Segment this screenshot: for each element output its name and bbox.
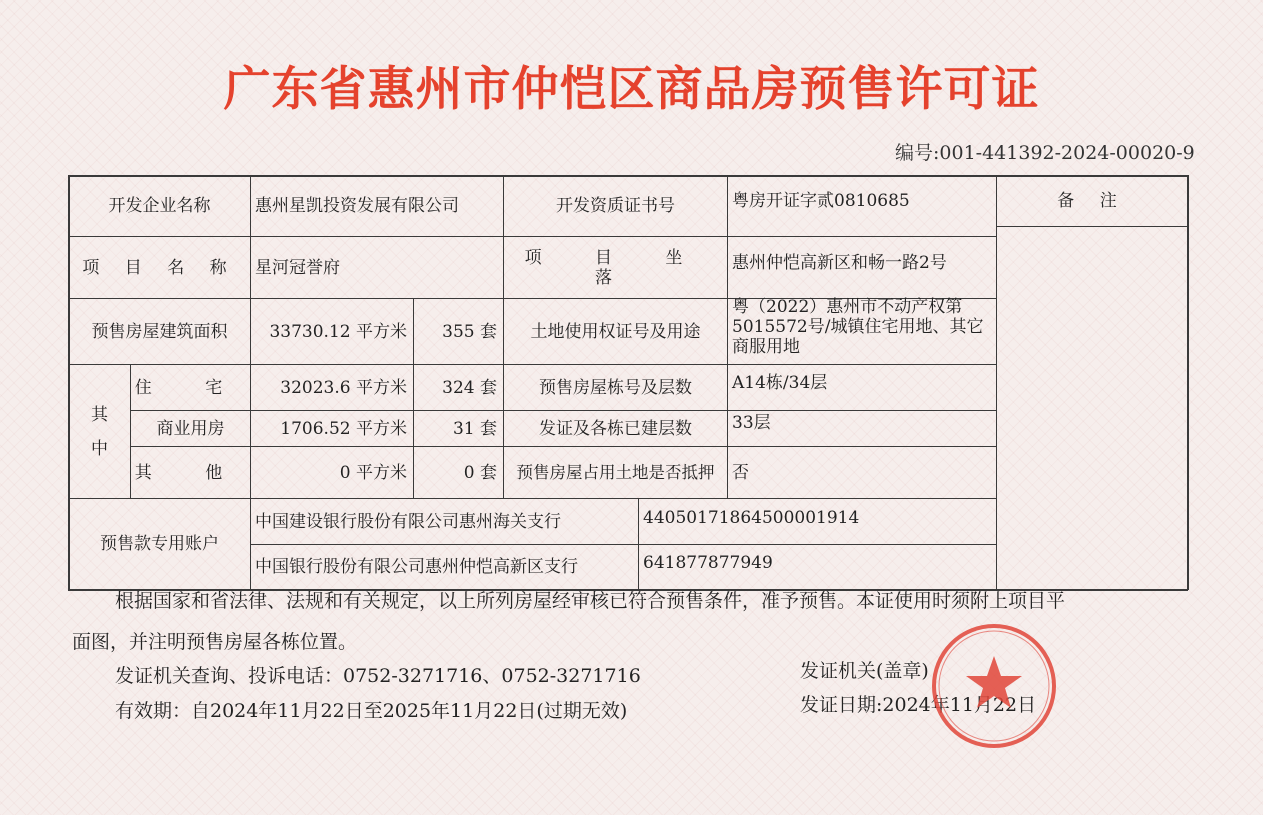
bank2-account: 641877877949 [643, 553, 773, 573]
project-value: 星河冠誉府 [255, 257, 340, 278]
remarks-label: 备 注 [1057, 191, 1127, 211]
bank1-account: 44050171864500001914 [643, 508, 860, 528]
building-value: A14栋/34层 [732, 372, 828, 393]
floors-label: 发证及各栋已建层数 [539, 418, 692, 439]
mortgage-label: 预售房屋占用土地是否抵押 [516, 462, 715, 482]
units-total: 355 套 [442, 321, 497, 342]
location-label: 项 目 坐 落 [524, 247, 707, 288]
commercial-units: 31 套 [452, 418, 497, 439]
residential-label: 住 宅 [134, 377, 247, 398]
other-units: 0 套 [463, 462, 497, 483]
bank2-name: 中国银行股份有限公司惠州仲恺高新区支行 [255, 557, 578, 577]
other-area: 0 平方米 [339, 462, 407, 483]
commercial-label: 商业用房 [156, 418, 225, 439]
of-which-label [69, 365, 130, 498]
project-label: 项 目 名 称 [82, 257, 237, 278]
location-value: 惠州仲恺高新区和畅一路2号 [732, 253, 947, 273]
validity-line: 有效期：自2024年11月22日至2025年11月22日(过期无效) [115, 700, 628, 722]
area-total: 33730.12 平方米 [269, 321, 407, 342]
statement-line-1: 根据国家和省法律、法规和有关规定，以上所列房屋经审核已符合预售条件，准予预售。本证使用时须附上项目平 [115, 590, 1066, 612]
phone-line: 发证机关查询、投诉电话：0752-3271716、0752-3271716 [115, 665, 641, 687]
cert-value: 粤房开证字贰0810685 [732, 191, 910, 211]
developer-label: 开发企业名称 [108, 196, 211, 216]
floors-value: 33层 [732, 412, 771, 433]
building-label: 预售房屋栋号及层数 [539, 377, 692, 398]
issue-date: 发证日期:2024年11月22日 [800, 694, 1037, 716]
commercial-area: 1706.52 平方米 [280, 418, 407, 439]
bank1-name: 中国建设银行股份有限公司惠州海关支行 [255, 511, 561, 532]
page-title: 广东省惠州市仲恺区商品房预售许可证 [223, 62, 1040, 117]
of-which-char-2: 中 [91, 438, 108, 459]
other-label: 其 他 [134, 462, 247, 483]
mortgage-value: 否 [732, 462, 749, 483]
area-label: 预售房屋建筑面积 [91, 321, 228, 342]
land-value: 粤（2022）惠州市不动产权第5015572号/城镇住宅用地、其它商服用地 [732, 296, 984, 357]
developer-value: 惠州星凯投资发展有限公司 [255, 196, 459, 216]
residential-area: 32023.6 平方米 [280, 377, 407, 398]
residential-units: 324 套 [442, 377, 497, 398]
of-which-char-1: 其 [91, 404, 108, 425]
statement-line-2: 面图，并注明预售房屋各栋位置。 [72, 631, 358, 653]
serial-number: 编号:001-441392-2024-00020-9 [895, 142, 1195, 164]
cert-label: 开发资质证书号 [556, 196, 675, 216]
land-label: 土地使用权证号及用途 [530, 321, 701, 342]
issuer-label: 发证机关(盖章) [800, 660, 929, 682]
account-label: 预售款专用账户 [100, 534, 219, 554]
official-seal-icon [930, 622, 1058, 750]
